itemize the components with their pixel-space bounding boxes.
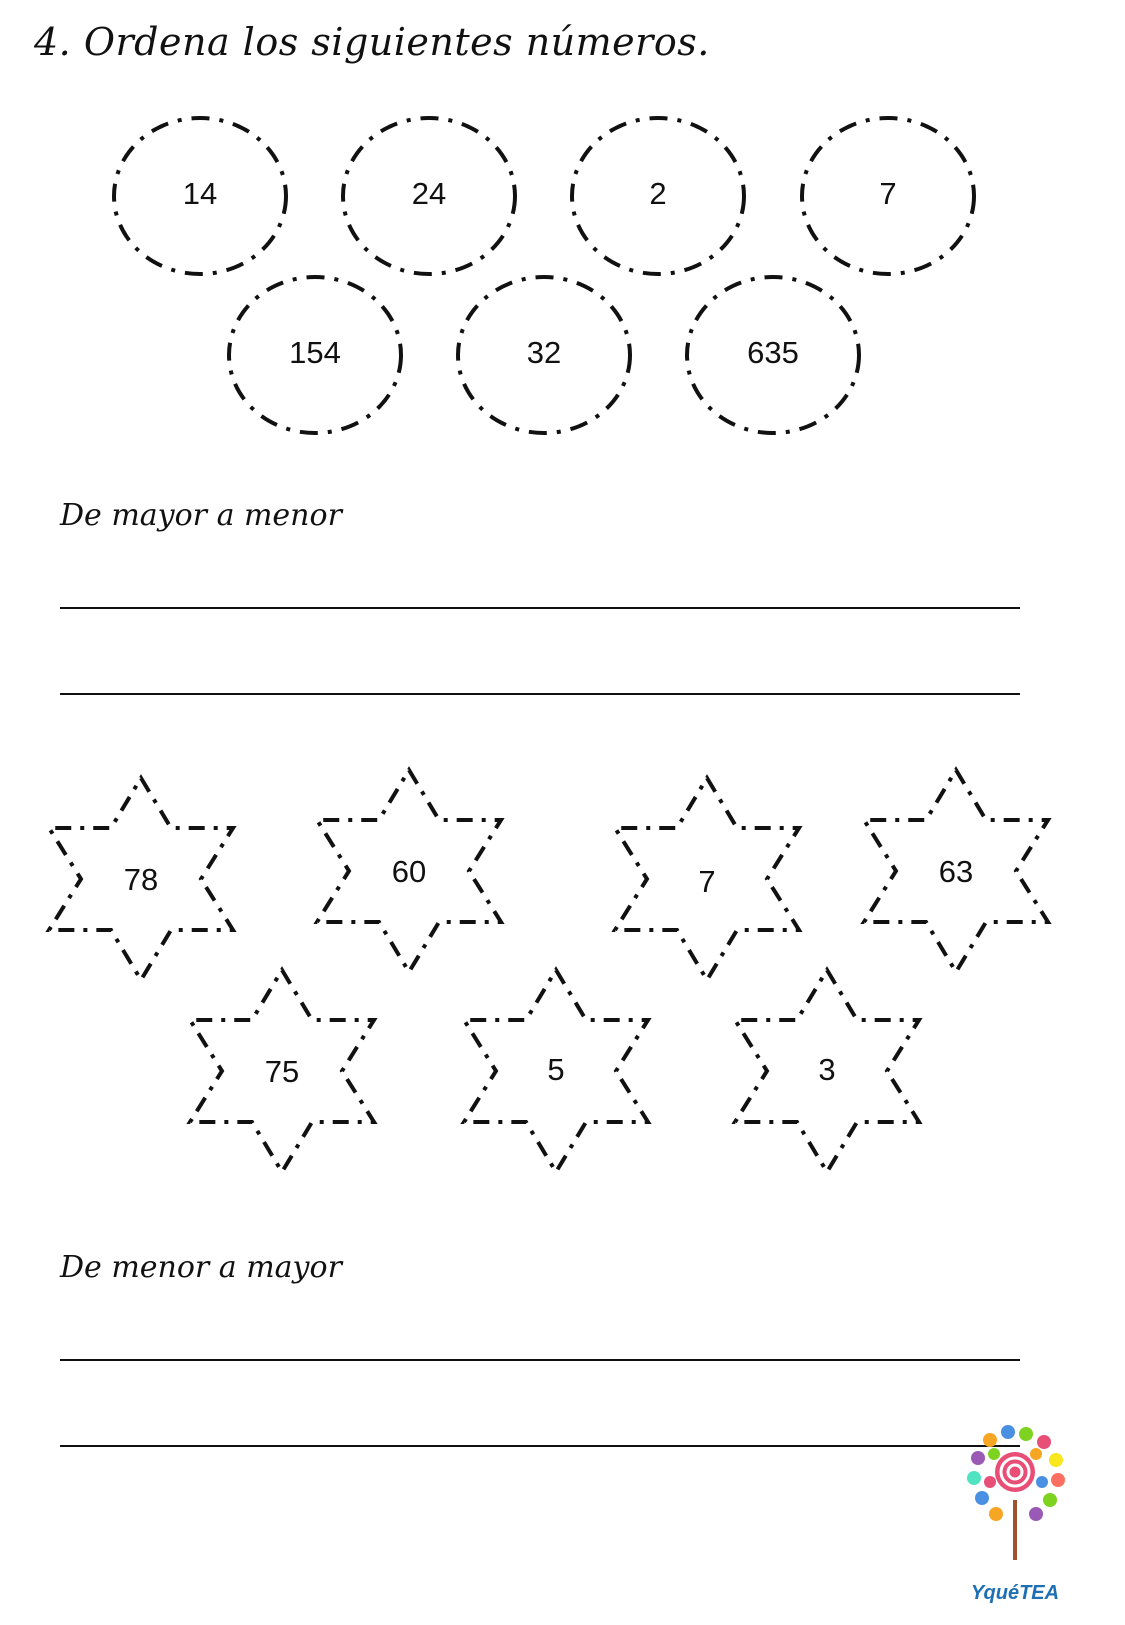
logo-text: YquéTEA <box>970 1582 1060 1604</box>
answer-line[interactable] <box>60 1445 1020 1447</box>
answer-line[interactable] <box>60 1359 1020 1361</box>
circle-number: 2 <box>649 176 667 211</box>
number-circle <box>800 116 976 276</box>
number-star <box>186 966 378 1176</box>
circle-number: 154 <box>289 335 341 370</box>
star-number: 3 <box>818 1052 836 1087</box>
number-star <box>313 768 505 974</box>
star-number: 78 <box>123 862 159 897</box>
star-number: 5 <box>547 1052 565 1087</box>
yquetea-logo <box>960 1420 1070 1605</box>
exercise-title: 4. Ordena los siguientes números. <box>34 20 710 64</box>
number-circle <box>685 275 861 435</box>
star-number: 63 <box>938 854 974 889</box>
section-label-descending: De mayor a menor <box>60 498 342 533</box>
answer-line[interactable] <box>60 693 1020 695</box>
circle-number: 32 <box>526 335 562 370</box>
circle-number: 14 <box>182 176 218 211</box>
number-circle <box>570 116 746 276</box>
number-star <box>45 776 237 982</box>
number-star <box>860 768 1052 974</box>
circle-number: 635 <box>747 335 799 370</box>
number-circle <box>456 275 632 435</box>
number-circle <box>227 275 403 435</box>
star-number: 60 <box>391 854 427 889</box>
number-circle <box>112 116 288 276</box>
star-number: 7 <box>698 864 716 899</box>
section-label-ascending: De menor a mayor <box>60 1250 342 1285</box>
circle-number: 24 <box>411 176 447 211</box>
number-circle <box>341 116 517 276</box>
number-star <box>731 966 923 1176</box>
circle-number: 7 <box>879 176 897 211</box>
star-number: 75 <box>264 1054 300 1089</box>
answer-line[interactable] <box>60 607 1020 609</box>
number-star <box>611 776 803 982</box>
number-star <box>460 966 652 1176</box>
lollipop-tree-icon <box>960 1420 1070 1570</box>
